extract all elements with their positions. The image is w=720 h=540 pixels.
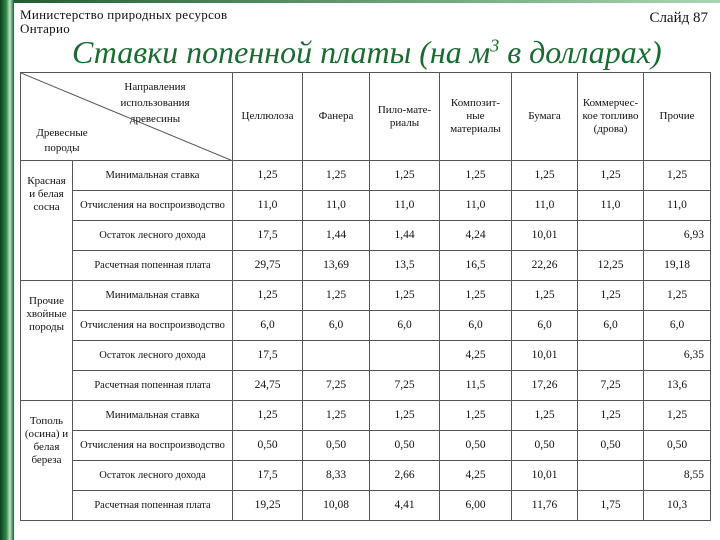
rate-cell: 1,44	[303, 221, 370, 251]
rate-cell: 12,25	[578, 251, 644, 281]
rate-cell: 1,25	[512, 401, 578, 431]
rate-cell: 13,69	[303, 251, 370, 281]
rate-cell: 1,25	[370, 281, 440, 311]
corner-cell	[21, 73, 233, 161]
rate-cell: 7,25	[578, 371, 644, 401]
rate-cell: 4,25	[440, 461, 512, 491]
column-header: Композит-ные материалы	[440, 73, 512, 161]
rate-cell: 6,35	[644, 341, 711, 371]
rate-cell: 10,01	[512, 221, 578, 251]
rate-cell: 6,0	[233, 311, 303, 341]
rate-cell: 7,25	[303, 371, 370, 401]
header-row	[21, 73, 711, 161]
rate-cell: 0,50	[644, 431, 711, 461]
rate-cell: 1,25	[303, 281, 370, 311]
rate-cell: 11,0	[512, 191, 578, 221]
column-header: Фанера	[303, 73, 370, 161]
column-header: Бумага	[512, 73, 578, 161]
rate-cell: 16,5	[440, 251, 512, 281]
rate-cell: 0,50	[370, 431, 440, 461]
table-row	[21, 311, 711, 341]
species-group-label: Тополь (осина) и белая береза	[21, 401, 73, 521]
slide-title	[72, 34, 662, 71]
rate-cell: 13,6	[644, 371, 711, 401]
rate-cell: 10,01	[512, 341, 578, 371]
table-row	[21, 281, 711, 311]
rate-cell: 1,25	[512, 281, 578, 311]
rate-cell: 10,01	[512, 461, 578, 491]
rate-cell: 1,44	[370, 221, 440, 251]
row-label: Минимальная ставка	[73, 161, 233, 191]
rate-cell: 7,25	[370, 371, 440, 401]
table-row	[21, 401, 711, 431]
rate-cell: 11,0	[644, 191, 711, 221]
table-row	[21, 461, 711, 491]
rate-cell: 4,24	[440, 221, 512, 251]
table-row	[21, 161, 711, 191]
title-main: Ставки попенной платы (на м	[72, 34, 491, 70]
table-body	[21, 73, 711, 521]
corner-top-label: Направления использования древесины	[120, 81, 190, 125]
table-row	[21, 341, 711, 371]
row-label: Расчетная попенная плата	[73, 491, 233, 521]
rate-cell: 0,50	[512, 431, 578, 461]
rate-cell: 1,25	[233, 161, 303, 191]
top-accent-line	[14, 0, 720, 3]
rate-cell: 11,0	[233, 191, 303, 221]
column-header: Коммерчес-кое топливо (дрова)	[578, 73, 644, 161]
row-label: Отчисления на воспроизводство	[73, 431, 233, 461]
rate-cell: 17,5	[233, 221, 303, 251]
row-label: Остаток лесного дохода	[73, 341, 233, 371]
table-row	[21, 371, 711, 401]
rate-cell: 11,5	[440, 371, 512, 401]
rate-cell: 1,25	[233, 401, 303, 431]
rate-cell: 6,93	[644, 221, 711, 251]
rates-table	[20, 72, 711, 521]
rate-cell: 0,50	[578, 431, 644, 461]
rate-cell: 6,00	[440, 491, 512, 521]
rate-cell: 1,25	[370, 161, 440, 191]
rate-cell: 1,25	[440, 161, 512, 191]
rate-cell: 1,25	[578, 281, 644, 311]
rate-cell: 1,25	[440, 401, 512, 431]
table-row	[21, 251, 711, 281]
rate-cell	[578, 221, 644, 251]
rate-cell: 11,0	[303, 191, 370, 221]
rate-cell: 24,75	[233, 371, 303, 401]
rate-cell: 0,50	[440, 431, 512, 461]
rate-cell: 1,25	[644, 401, 711, 431]
species-group-label: Прочие хвойные породы	[21, 281, 73, 401]
rate-cell: 6,0	[644, 311, 711, 341]
rate-cell	[578, 341, 644, 371]
rate-cell: 8,55	[644, 461, 711, 491]
rate-cell: 4,25	[440, 341, 512, 371]
rate-cell: 1,25	[512, 161, 578, 191]
rate-cell: 17,5	[233, 341, 303, 371]
rate-cell: 1,25	[303, 161, 370, 191]
table-row	[21, 191, 711, 221]
rate-cell: 11,0	[370, 191, 440, 221]
rate-cell: 29,75	[233, 251, 303, 281]
rate-cell: 10,08	[303, 491, 370, 521]
table-row	[21, 221, 711, 251]
row-label: Отчисления на воспроизводство	[73, 311, 233, 341]
row-label: Минимальная ставка	[73, 281, 233, 311]
rate-cell: 1,25	[233, 281, 303, 311]
rate-cell	[303, 341, 370, 371]
rate-cell: 1,25	[578, 161, 644, 191]
left-accent-bar	[0, 0, 14, 540]
rate-cell: 6,0	[370, 311, 440, 341]
rate-cell	[578, 461, 644, 491]
rate-cell: 6,0	[440, 311, 512, 341]
rate-cell: 1,25	[644, 281, 711, 311]
corner-bottom-label: Древесные породы	[36, 127, 88, 154]
rate-cell: 1,25	[370, 401, 440, 431]
slide-number: Слайд 87	[649, 10, 708, 26]
rate-cell: 1,25	[644, 161, 711, 191]
rate-cell: 19,18	[644, 251, 711, 281]
table-row	[21, 491, 711, 521]
rate-cell: 11,76	[512, 491, 578, 521]
title-superscript: 3	[490, 35, 500, 56]
rate-cell: 8,33	[303, 461, 370, 491]
row-label: Остаток лесного дохода	[73, 221, 233, 251]
ministry-name: Министерство природных ресурсов Онтарио	[20, 7, 228, 36]
rate-cell: 1,25	[303, 401, 370, 431]
rate-cell: 4,41	[370, 491, 440, 521]
column-header: Целлюлоза	[233, 73, 303, 161]
rate-cell: 0,50	[303, 431, 370, 461]
table-row	[21, 431, 711, 461]
row-label: Расчетная попенная плата	[73, 371, 233, 401]
rate-cell: 22,26	[512, 251, 578, 281]
rate-cell: 11,0	[578, 191, 644, 221]
rate-cell: 10,3	[644, 491, 711, 521]
rate-cell: 1,25	[578, 401, 644, 431]
rate-cell: 1,75	[578, 491, 644, 521]
rate-cell	[370, 341, 440, 371]
rate-cell: 13,5	[370, 251, 440, 281]
rate-cell: 1,25	[440, 281, 512, 311]
rate-cell: 6,0	[303, 311, 370, 341]
rate-cell: 6,0	[578, 311, 644, 341]
column-header: Пило-мате-риалы	[370, 73, 440, 161]
row-label: Остаток лесного дохода	[73, 461, 233, 491]
row-label: Отчисления на воспроизводство	[73, 191, 233, 221]
rate-cell: 11,0	[440, 191, 512, 221]
rate-cell: 2,66	[370, 461, 440, 491]
title-tail: в долларах)	[499, 34, 662, 70]
row-label: Минимальная ставка	[73, 401, 233, 431]
species-group-label: Красная и белая сосна	[21, 161, 73, 281]
rate-cell: 0,50	[233, 431, 303, 461]
rate-cell: 19,25	[233, 491, 303, 521]
rate-cell: 17,5	[233, 461, 303, 491]
rate-cell: 17,26	[512, 371, 578, 401]
row-label: Расчетная попенная плата	[73, 251, 233, 281]
rate-cell: 6,0	[512, 311, 578, 341]
column-header: Прочие	[644, 73, 711, 161]
